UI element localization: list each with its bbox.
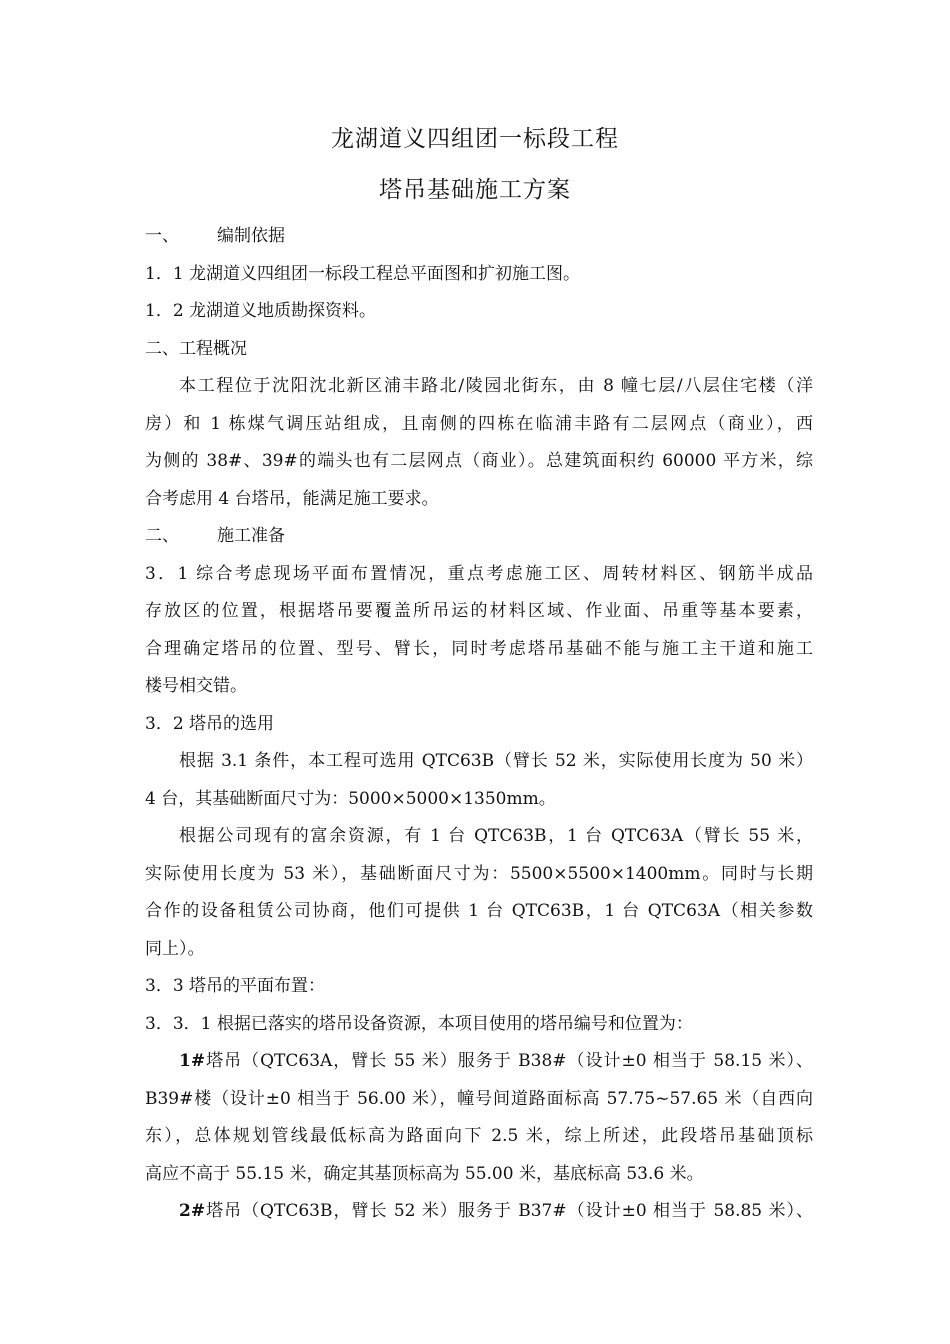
subsection-heading-selection: 3．2 塔吊的选用	[145, 713, 275, 734]
section-number: 一、	[145, 226, 179, 246]
crane-1-paragraph-line	[145, 1043, 813, 1081]
resource-paragraph-line: 根据公司现有的富余资源，有 1 台 QTC63B，1 台 QTC63A（臂长 55 米，	[179, 826, 813, 846]
crane-2-label: 2#	[179, 1201, 206, 1221]
crane-2-text: 塔吊（QTC63B，臂长 52 米）服务于 B37#（设计±0 相当于 58.85 米）、	[205, 1201, 813, 1221]
overview-paragraph-line: 合考虑用 4 台塔吊，能满足施工要求。	[145, 488, 439, 509]
crane-1-label: 1#	[179, 1051, 206, 1071]
resource-paragraph-line: 合作的设备租赁公司协商，他们可提供 1 台 QTC63B，1 台 QTC63A（相关参数	[145, 901, 813, 921]
basis-item-2: 1．2 龙湖道义地质勘探资料。	[145, 301, 377, 321]
section-number: 二、	[145, 526, 179, 546]
basis-item-1: 1．1 龙湖道义四组团一标段工程总平面图和扩初施工图。	[145, 263, 581, 284]
resource-paragraph-line: 实际使用长度为 53 米），基础断面尺寸为：5500×5500×1400mm。同时与长期	[145, 863, 813, 884]
prep-paragraph-line: 楼号相交错。	[145, 676, 247, 696]
document-subtitle: 塔吊基础施工方案	[379, 177, 571, 203]
prep-paragraph-line: 合理确定塔吊的位置、型号、臂长，同时考虑塔吊基础不能与施工主干道和施工	[145, 638, 813, 659]
resource-paragraph-line: 同上）。	[145, 938, 205, 959]
subsection-heading-layout: 3．3 塔吊的平面布置：	[145, 976, 326, 996]
crane-1-paragraph-line: 高应不高于 55.15 米，确定其基顶标高为 55.00 米，基底标高 53.6 米。	[145, 1163, 704, 1184]
section-heading-basis	[145, 218, 813, 256]
document-title: 龙湖道义四组团一标段工程	[331, 126, 619, 152]
crane-1-paragraph-line: B39#楼（设计±0 相当于 56.00 米），幢号间道路面标高 57.75~57.65 米（自西向	[145, 1088, 813, 1109]
prep-paragraph-line: 3．1 综合考虑现场平面布置情况，重点考虑施工区、周转材料区、钢筋半成品	[145, 563, 813, 584]
section-heading-overview: 二、工程概况	[145, 338, 247, 359]
crane-1-text: 塔吊（QTC63A，臂长 55 米）服务于 B38#（设计±0 相当于 58.15 米）、	[205, 1051, 813, 1071]
selection-paragraph-line: 根据 3.1 条件，本工程可选用 QTC63B（臂长 52 米，实际使用长度为 50 米）	[179, 751, 813, 771]
document-body	[145, 218, 813, 1231]
prep-paragraph-line: 存放区的位置，根据塔吊要覆盖所吊运的材料区域、作业面、吊重等基本要素，	[145, 601, 813, 621]
subsection-heading-layout-detail: 3．3．1 根据已落实的塔吊设备资源，本项目使用的塔吊编号和位置为：	[145, 1013, 693, 1034]
overview-paragraph-line: 为侧的 38#、39#的端头也有二层网点（商业）。总建筑面积约 60000 平方米，综	[145, 451, 813, 471]
section-title: 编制依据	[217, 226, 285, 246]
crane-1-paragraph-line: 东），总体规划管线最低标高为路面向下 2.5 米，综上所述，此段塔吊基础顶标	[145, 1126, 813, 1146]
overview-paragraph-line: 本工程位于沈阳沈北新区浦丰路北/陵园北街东，由 8 幢七层/八层住宅楼（洋	[179, 376, 813, 396]
section-heading-preparation	[145, 518, 813, 556]
crane-2-paragraph-line	[145, 1193, 813, 1231]
selection-paragraph-line: 4 台，其基础断面尺寸为：5000×5000×1350mm。	[145, 788, 556, 809]
section-title: 施工准备	[217, 526, 285, 546]
overview-paragraph-line: 房）和 1 栋煤气调压站组成，且南侧的四栋在临浦丰路有二层网点（商业），西	[145, 413, 813, 434]
